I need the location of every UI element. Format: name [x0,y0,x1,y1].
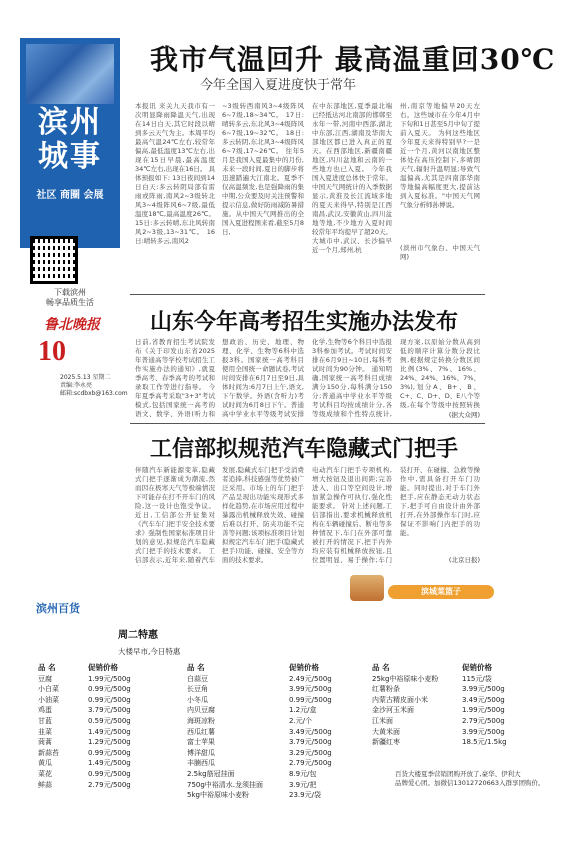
article-source: (北京日报) [448,556,480,564]
table-cell: 3.79元/500g [289,738,332,747]
table-cell: 鲜蒜 [38,780,52,789]
app-download-text: 下载滨州 畅享品质生活 [46,288,94,307]
table-cell: 1.2元/盒 [289,706,317,715]
table-cell: 内蒙古精皮面小米 [372,695,428,704]
article-column: 电动汽车门把手专项机构,增大按钮及退出间距;完善进入、出口等空间设计,增加紧急操作可执行,强化性能要求。 针对上述问题,工信部指出,要求机械释放机构在车辆碰撞后、断电等多种情况下,车门在外部可靠被打开的情况下,把手内外均应装有机械释放按钮,且位置明显、易于操作;车门 [312,466,392,564]
table-row [38,685,154,694]
table-row [187,791,358,800]
ad-banner: 滨城菜篮子 [388,585,494,599]
table-cell: 2.79元/500g [88,780,131,789]
table-row [187,717,358,726]
table-row [187,685,358,694]
table-row [187,781,358,790]
table-cell: 3.9元/把 [289,780,317,789]
table-cell: 富士苹果 [187,738,215,747]
article-column: 现方案,以原始分数从高到低的顺序计算分数分段比例,根据规定转换分数区间比例(3%、7%、16%、24%、24%、16%、7%、3%),划分A、B+、B、C+、C、D+、D、E八个等级,在每个等级中按照转换 [400,338,480,408]
table-row [372,706,528,715]
table-row [372,696,528,705]
table-row [372,738,528,747]
qr-code-pattern [33,239,75,281]
table-cell: 海斑凉粉 [187,716,215,725]
divider [130,294,485,295]
table-cell: 甘蓝 [38,716,52,725]
table-row [38,696,154,705]
table-cell: 鸡蛋 [38,706,52,715]
table-cell: 0.99元/500g [88,695,131,704]
table-cell: 0.59元/500g [88,716,131,725]
table-cell: 1.29元/500g [88,738,131,747]
masthead-photo [26,44,114,104]
table-row [187,696,358,705]
table-cell: 0.99元/500g [88,748,131,757]
article-subheadline: 今年全国入夏进度快于常年 [200,78,357,93]
table-cell: 1.49元/500g [88,759,131,768]
issue-info: 2025.5.13 星期二 责编:李永亮 邮箱:scdbxb@163.com [60,374,128,397]
table-row [187,675,358,684]
article-column: 州,南京等地偏早20天左右。这些城市在今年4月中下旬和1日甚至5月中旬了提前入夏天。 为何这些地区今年夏天来得特别早?一是近一个月,黄河以南地区整体处在高压控制下,多晴朗天气,辐射升温明显;导致气温偏高,尤其是四南部华南等地偏高幅度更大,提前达到入夏标准。"中国天气网气象分析师孙博说。 [400,102,480,209]
table-header-cell: 品 名 [38,663,56,672]
table-cell: 小白菜 [38,685,59,694]
table-cell: 西瓜红薯 [187,727,215,736]
table-header-cell: 促销价格 [289,663,319,672]
article-column: 化学,生物等6个科目中选报3科参加考试。考试时间安排在6月9日~10日,每科考试时间为90分钟。 通知明确,国家统一高考科目成绩满分150分,每科满分150分;普通高中学业水平等级考试科目均按成绩计分,各等级成绩和个性特点统计, [312,338,392,418]
table-cell: 2.79元/500g [289,759,332,768]
table-cell: 8.9元/包 [289,769,317,778]
article-column: ~3级转西南风3~4级阵风6~7级,18~34℃。 17日:晴转多云,东北风3~4级阵风6~7级,19~32℃。 18日:多云转阴,东北风3~4级阵风6~7级,17~26℃。 往年5月是我国入夏最集中的月份,未来一段时间,夏日的脚步将迅速踏遍大江南北。夏季不仅高温频发,也是强降雨的集中期,公众要及时关注预警和提示信息,做好防雨减防暑措施。从中国天气网推出的全国入夏进程图来看,截至5月8日, [222,102,304,236]
table-cell: 3.99元/500g [289,685,332,694]
table-header-cell: 品 名 [372,663,390,672]
table-cell: 3.49元/500g [462,695,505,704]
section-title: 滨州 城事 [38,105,102,174]
table-cell: 豆腐 [38,674,52,683]
table-row [187,749,358,758]
table-cell: 3.29元/500g [289,748,332,757]
table-cell: 茼蒿 [38,738,52,747]
table-cell: 大黄米面 [372,727,400,736]
ad-footer: 百货大楼夏季营销团购开放了,豪华、伊利大 品牌爱心团。加微信13012720663入群享团购价。 [395,770,545,787]
price-table [36,662,156,791]
table-row [187,728,358,737]
table-cell: 115元/袋 [462,674,492,683]
table-header-cell: 促销价格 [88,663,118,672]
table-cell: 1.99元/500g [88,674,131,683]
table-cell: 5kg中裕原味小麦粉 [187,791,249,800]
store-logo: 滨州百货 [36,602,80,615]
article-headline: 我市气温回升 最高温重回30℃ [150,43,556,76]
article-headline: 山东今年高考招生实施办法发布 [150,309,459,335]
table-cell: 3.79元/500g [88,706,131,715]
newspaper-logo: 鲁北晚报 [44,317,100,333]
table-cell: 小冬瓜 [187,695,208,704]
table-row [372,685,528,694]
table-row [372,675,528,684]
page-number: 10 [38,336,66,367]
table-cell: 博洋甜瓜 [187,748,215,757]
table-cell: 小油菜 [38,695,59,704]
table-row [187,770,358,779]
table-cell: 2.49元/500g [289,674,332,683]
table-cell: 江米面 [372,716,393,725]
ad-title: 周二特惠 [118,630,158,641]
table-row [38,749,154,758]
price-table [370,662,530,749]
ad-subtitle: 大楼早市,今日特惠 [118,647,181,656]
table-header-cell: 促销价格 [462,663,492,672]
table-row [38,728,154,737]
table-cell: 菜花 [38,769,52,778]
table-row [38,738,154,747]
section-subtitle: 社区 商圈 会展 [36,190,104,201]
table-cell: 金沙河玉米面 [372,706,414,715]
table-cell: 0.99元/500g [88,769,131,778]
divider [130,423,485,424]
table-cell: 3.49元/500g [289,727,332,736]
table-row [187,738,358,747]
table-cell: 内贝豆腐 [187,706,215,715]
table-row [372,717,528,726]
article-column: 本报讯 来关九天我市有一次明显降雨降温天气,出现在14日白天,其它时段以晴到多云天气为主。本周平均最高气温24℃左右,较常年偏高,最低温度13℃左右,出现在15日早晨,最高温度34℃左右,出现在16日。 具体预报如下: 13日夜间到14日白天:多云转阴局部有雷雨或阵雨,南风2~3级转北风3~4级阵风6~7级,最低温度18℃,最高温度26℃。 15日:多云转晴,东北风转南风2~3级,13~31℃。 16日:晴转多云,南风2 [135,102,215,245]
table-row [187,706,358,715]
article-source: (据大众网) [448,411,480,419]
section-masthead [20,38,120,248]
table-cell: 18.5元/1.5kg [462,738,507,747]
table-cell: 白蒜豆 [187,674,208,683]
article-column: 发展,隐藏式车门把手受消费者追捧,科技感强等优势被广泛采用。市场上的车门把手产品呈现出功能实现形式多样化趋势,在市场应用过程中暴露出机械释放失效、碰撞后难以打开、防夹功能不完善等问题;该项标准项目计划拟规定汽车车门把手(隐藏式把手)功能、碰撞、安全等方面的技术要求。 [222,466,304,564]
table-header-row [372,664,528,673]
section-sidebar [20,38,128,397]
article-column: 装打开、在碰撞、急救等操作中,需具备打开车门功能。同时提出,对于车门外把手,应在静态无动力状态下,把手可自由设计由外部打开,在外部操作车门时,应保证不影响门内把手的功能。 [400,466,480,537]
article-column: 在中东部地区,夏季最北端已经抵达河北南部的邯郸至永年一带,河南中西部,湖北中东部,江西,湖南及华南大部地区都已进入真正的夏天。在西部地区,新疆南疆地区,四川盆地和云南的一些地方也已入夏。 今年我国入夏进度总体快于常年。中国天气网统计的入季数据显示,黄淮及长江流域多地的夏天来得早,特别是江西南昌,武汉,安徽黄山,四川盆地等地,不少地方入夏时间较常年平均提早了超20天。大城市中,武汉、长沙偏早近一个月,郑州,杭 [312,102,392,254]
table-cell: 750g中裕清水.龙须挂面 [187,780,264,789]
table-header-cell: 品 名 [187,663,205,672]
table-cell: 长豆角 [187,685,208,694]
table-row [38,781,154,790]
table-cell: 23.9元/袋 [289,791,321,800]
table-header-row [38,664,154,673]
table-row [187,759,358,768]
table-cell: 0.99元/500g [289,695,332,704]
table-cell: 3.99元/500g [462,727,505,736]
table-cell: 2.元/个 [289,716,313,725]
basket-icon [350,575,384,601]
table-cell: 新蒜苔 [38,748,59,757]
table-row [38,717,154,726]
table-row [38,706,154,715]
article-source: (滨州市气象台、中国天气网) [400,244,480,261]
table-cell: 黄瓜 [38,759,52,768]
table-header-row [187,664,358,673]
table-row [38,770,154,779]
table-cell: 3.99元/500g [462,685,505,694]
table-cell: 2.5kg筋冠挂面 [187,769,235,778]
price-table [185,662,360,802]
article-headline: 工信部拟规范汽车隐藏式门把手 [150,436,459,462]
article-column: 想政治、历史、地理、物理、化学、生物等6科中选报3科。国家统一高考科目使用全国统一命题试卷,考试时间安排在6月7日至9日,具体时间为:6月7日上午,语文,下午数学。外语(含听力)考试时间为6月8日下午。普通高中学业水平等级考试安排 [222,338,304,418]
table-cell: 1.99元/500g [462,706,505,715]
table-cell: 1.49元/500g [88,727,131,736]
article-column: 伴随汽车新能源变革,隐藏式门把手逐渐成为潮流,然而因在极寒天气等极端情况下可能存在打不开车门的风险,这一设计也饱受争议。近日,工信部公开征集对《汽车车门把手安全技术要求》强制性国家标准项目计划的意见,拟规范汽车隐藏式门把手的技术要求。 工信部表示,近年来,随着汽车 [135,466,215,564]
table-row [38,759,154,768]
table-row [38,675,154,684]
table-cell: 2.79元/500g [462,716,505,725]
table-cell: 红薯粉条 [372,685,400,694]
table-cell: 0.99元/500g [88,685,131,694]
table-cell: 韭菜 [38,727,52,736]
table-cell: 丰腩西瓜 [187,759,215,768]
table-row [372,728,528,737]
table-cell: 25kg中裕原味小麦粉 [372,674,439,683]
table-cell: 新疆红枣 [372,738,400,747]
article-column: 日前,省教育招生考试院发布《关于印发山东省2025年普通高等学校考试招生工作实施办法的通知》,就夏季高考、春季高考的考试和录取工作等进行指导。 今年夏季高考采取"3+3"考试模式,包括国家统一高考的语文、数学、外语(听力和 [135,338,215,418]
